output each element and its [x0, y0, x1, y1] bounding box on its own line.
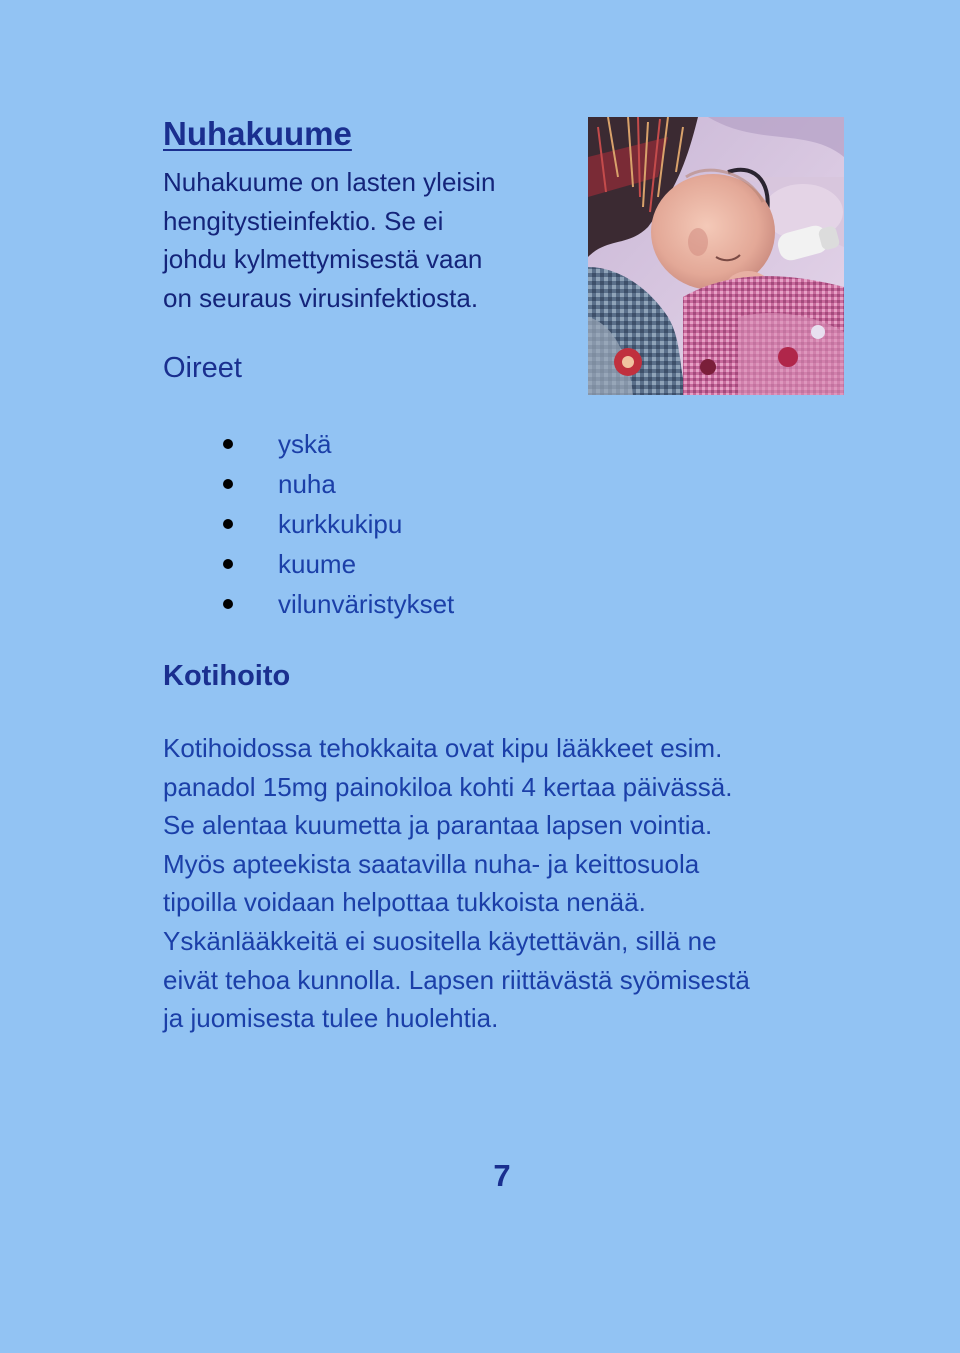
- intro-paragraph: [163, 163, 573, 317]
- bullet-icon: [223, 559, 233, 569]
- text-line: panadol 15mg painokiloa kohti 4 kertaa päivässä.: [163, 771, 733, 802]
- symptom-label: nuha: [278, 469, 336, 499]
- bullet-icon: [223, 439, 233, 449]
- symptom-label: yskä: [278, 429, 332, 459]
- text-line: Myös apteekista saatavilla nuha- ja keittosuola: [163, 848, 700, 879]
- text-line: eivät tehoa kunnolla. Lapsen riittävästä syömisestä: [163, 964, 750, 995]
- intro-line: hengitystieinfektio. Se ei: [163, 205, 444, 236]
- symptom-label: kurkkukipu: [278, 509, 403, 539]
- symptom-label: kuume: [278, 549, 357, 579]
- bullet-icon: [223, 599, 233, 609]
- home-care-paragraph: [163, 729, 863, 1038]
- bullet-icon: [223, 519, 233, 529]
- text-line: tipoilla voidaan helpottaa tukkoista nenää.: [163, 887, 646, 918]
- symptoms-heading: Oireet: [163, 352, 242, 384]
- text-line: ja juomisesta tulee huolehtia.: [163, 1003, 499, 1034]
- text-line: Kotihoidossa tehokkaita ovat kipu lääkkeet esim.: [163, 733, 723, 763]
- intro-line: Nuhakuume on lasten yleisin: [163, 167, 496, 197]
- home-care-heading: Kotihoito: [163, 660, 291, 692]
- symptom-label: vilunväristykset: [278, 589, 455, 619]
- bullet-icon: [223, 479, 233, 489]
- page-title: Nuhakuume: [163, 115, 352, 152]
- intro-line: on seuraus virusinfektiosta.: [163, 282, 479, 313]
- text-line: Yskänlääkkeitä ei suositella käytettävän, sillä ne: [163, 925, 717, 956]
- sleeping-baby-photo: [588, 117, 844, 395]
- page-number: 7: [493, 1158, 511, 1193]
- text-line: Se alentaa kuumetta ja parantaa lapsen vointia.: [163, 810, 713, 841]
- intro-line: johdu kylmettymisestä vaan: [163, 244, 483, 274]
